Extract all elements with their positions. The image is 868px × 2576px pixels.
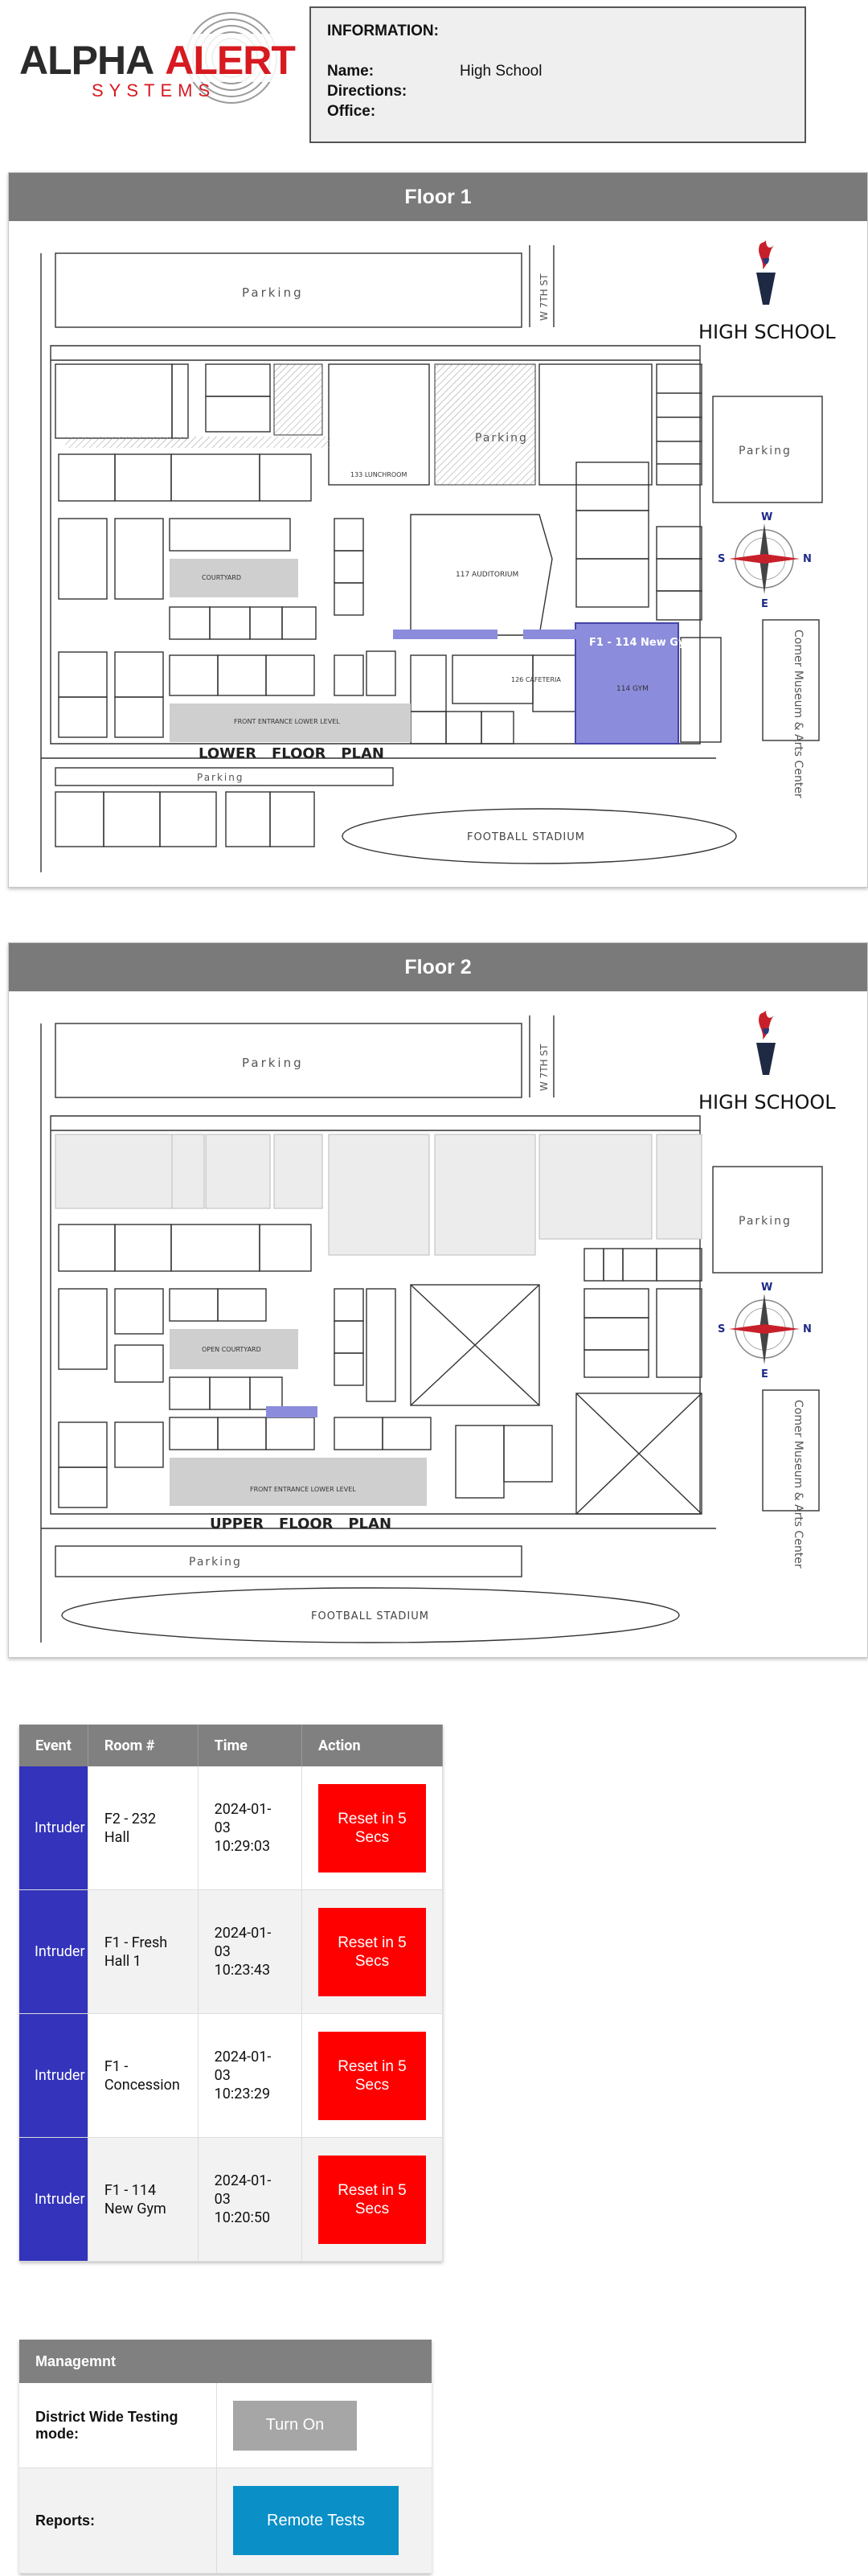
logo-word-alert: ALERT — [165, 38, 295, 83]
information-title: INFORMATION: — [327, 23, 439, 39]
compass-e-label: E — [761, 1368, 768, 1380]
event-room: F1 - Concession — [88, 2014, 198, 2138]
floor-2-school-label: HIGH SCHOOL — [698, 1091, 836, 1114]
floor-1-stadium-label: FOOTBALL STADIUM — [467, 831, 585, 843]
compass-w-label: W — [761, 511, 773, 523]
reset-button[interactable]: Reset in 5 Secs — [318, 1908, 426, 1996]
floor-2-top-parking-label: Parking — [242, 1056, 304, 1070]
header-action: Action — [301, 1725, 442, 1766]
compass-n-label: N — [803, 553, 812, 565]
reset-button[interactable]: Reset in 5 Secs — [318, 2156, 426, 2244]
compass-icon — [718, 511, 812, 610]
floor-1-bottom-parking-label: Parking — [197, 772, 244, 783]
header-room: Room # — [88, 1725, 198, 1766]
floor-1-right-parking-label: Parking — [739, 445, 792, 457]
district-testing-label: District Wide Testing mode: — [19, 2383, 217, 2467]
floor-1-lunchroom-label: 133 LUNCHROOM — [350, 471, 407, 478]
compass-n-label: N — [803, 1323, 812, 1335]
floor-1-highlight-label: F1 - 114 New Gym — [589, 637, 696, 649]
management-rows — [19, 2383, 432, 2574]
header-time: Time — [198, 1725, 301, 1766]
info-office-label: Office: — [327, 103, 376, 120]
event-action-cell — [301, 1766, 442, 1890]
floor-1-top-parking-label: Parking — [242, 285, 304, 300]
table-row — [19, 1890, 443, 2014]
information-panel — [309, 6, 806, 143]
reset-button[interactable]: Reset in 5 Secs — [318, 2032, 426, 2120]
torch-logo-icon — [756, 240, 776, 305]
floor-2-street-label: W 7TH ST — [538, 1044, 550, 1091]
event-time: 2024-01-03 10:20:50 — [198, 2138, 301, 2262]
floor-1-street-label: W 7TH ST — [538, 273, 550, 321]
event-type: Intruder — [19, 2014, 88, 2138]
info-directions-row — [327, 81, 788, 101]
event-time: 2024-01-03 10:29:03 — [198, 1766, 301, 1890]
table-row — [19, 1766, 443, 1890]
event-type: Intruder — [19, 1890, 88, 2014]
management-title: Managemnt — [19, 2340, 432, 2383]
floor-1-center-parking-label: Parking — [475, 432, 528, 445]
table-row — [19, 2014, 443, 2138]
floor-2-courtyard-label: OPEN COURTYARD — [202, 1346, 261, 1353]
event-time: 2024-01-03 10:23:29 — [198, 2014, 301, 2138]
district-testing-value — [217, 2383, 432, 2467]
event-action-cell — [301, 2138, 442, 2262]
events-header-row — [19, 1725, 443, 1766]
info-name-row — [327, 61, 788, 81]
header-event: Event — [19, 1725, 88, 1766]
info-office-row — [327, 101, 788, 121]
floor-2-map[interactable] — [9, 991, 867, 1657]
floor-1-map[interactable] — [9, 221, 867, 887]
remote-tests-button[interactable]: Remote Tests — [233, 2486, 399, 2555]
event-room: F2 - 232 Hall — [88, 1766, 198, 1890]
floor-2-title: Floor 2 — [9, 943, 867, 991]
event-time: 2024-01-03 10:23:43 — [198, 1890, 301, 2014]
floor-1-plan-label: LOWER FLOOR PLAN — [199, 745, 384, 762]
floor-1-entrance-label: FRONT ENTRANCE LOWER LEVEL — [234, 718, 340, 725]
event-type: Intruder — [19, 1766, 88, 1890]
floor-1-museum-label: Comer Museum & Arts Center — [792, 630, 805, 798]
floor-1-title: Floor 1 — [9, 173, 867, 221]
reports-label: Reports: — [19, 2468, 217, 2573]
event-type: Intruder — [19, 2138, 88, 2262]
event-room: F1 - Fresh Hall 1 — [88, 1890, 198, 2014]
floor-1-auditorium-label: 117 AUDITORIUM — [456, 571, 519, 579]
info-name-value: High School — [460, 63, 542, 80]
event-room: F1 - 114 New Gym — [88, 2138, 198, 2262]
table-row — [19, 2138, 443, 2262]
floor-2-museum-label: Comer Museum & Arts Center — [792, 1400, 805, 1569]
events-table — [19, 1725, 443, 2262]
logo-wordmark — [19, 37, 295, 84]
reports-row — [19, 2468, 432, 2574]
floor-1-cafeteria-label: 126 CAFETERIA — [511, 676, 561, 683]
floor-1-school-label: HIGH SCHOOL — [698, 321, 836, 343]
event-action-cell — [301, 2014, 442, 2138]
floor-2-plan-label: UPPER FLOOR PLAN — [210, 1516, 392, 1532]
reports-value — [217, 2468, 432, 2573]
logo-subtitle: SYSTEMS — [92, 80, 216, 100]
floor-2-right-parking-label: Parking — [739, 1215, 792, 1228]
compass-s-label: S — [718, 553, 726, 565]
compass-icon — [718, 1282, 812, 1380]
torch-logo-icon — [756, 1011, 776, 1075]
event-action-cell — [301, 1890, 442, 2014]
compass-w-label: W — [761, 1282, 773, 1294]
compass-s-label: S — [718, 1323, 726, 1335]
floor-2-entrance-label: FRONT ENTRANCE LOWER LEVEL — [250, 1486, 356, 1493]
floor-1-courtyard-label: COURTYARD — [202, 574, 242, 581]
floor-1-card — [8, 172, 868, 888]
management-panel — [19, 2340, 432, 2574]
district-testing-row — [19, 2383, 432, 2468]
compass-e-label: E — [761, 598, 768, 610]
turn-on-button[interactable]: Turn On — [233, 2401, 357, 2451]
alpha-alert-logo — [14, 10, 304, 106]
floor-2-card — [8, 942, 868, 1658]
floor-1-gym-label: 114 GYM — [616, 685, 649, 693]
floor-2-bottom-parking-label: Parking — [189, 1556, 242, 1569]
logo-word-alpha: ALPHA — [19, 38, 154, 83]
info-name-label: Name: — [327, 63, 375, 80]
floor-2-highlighted-room[interactable] — [266, 1406, 317, 1417]
info-directions-label: Directions: — [327, 83, 407, 100]
floor-2-stadium-label: FOOTBALL STADIUM — [311, 1610, 429, 1622]
reset-button[interactable]: Reset in 5 Secs — [318, 1784, 426, 1873]
